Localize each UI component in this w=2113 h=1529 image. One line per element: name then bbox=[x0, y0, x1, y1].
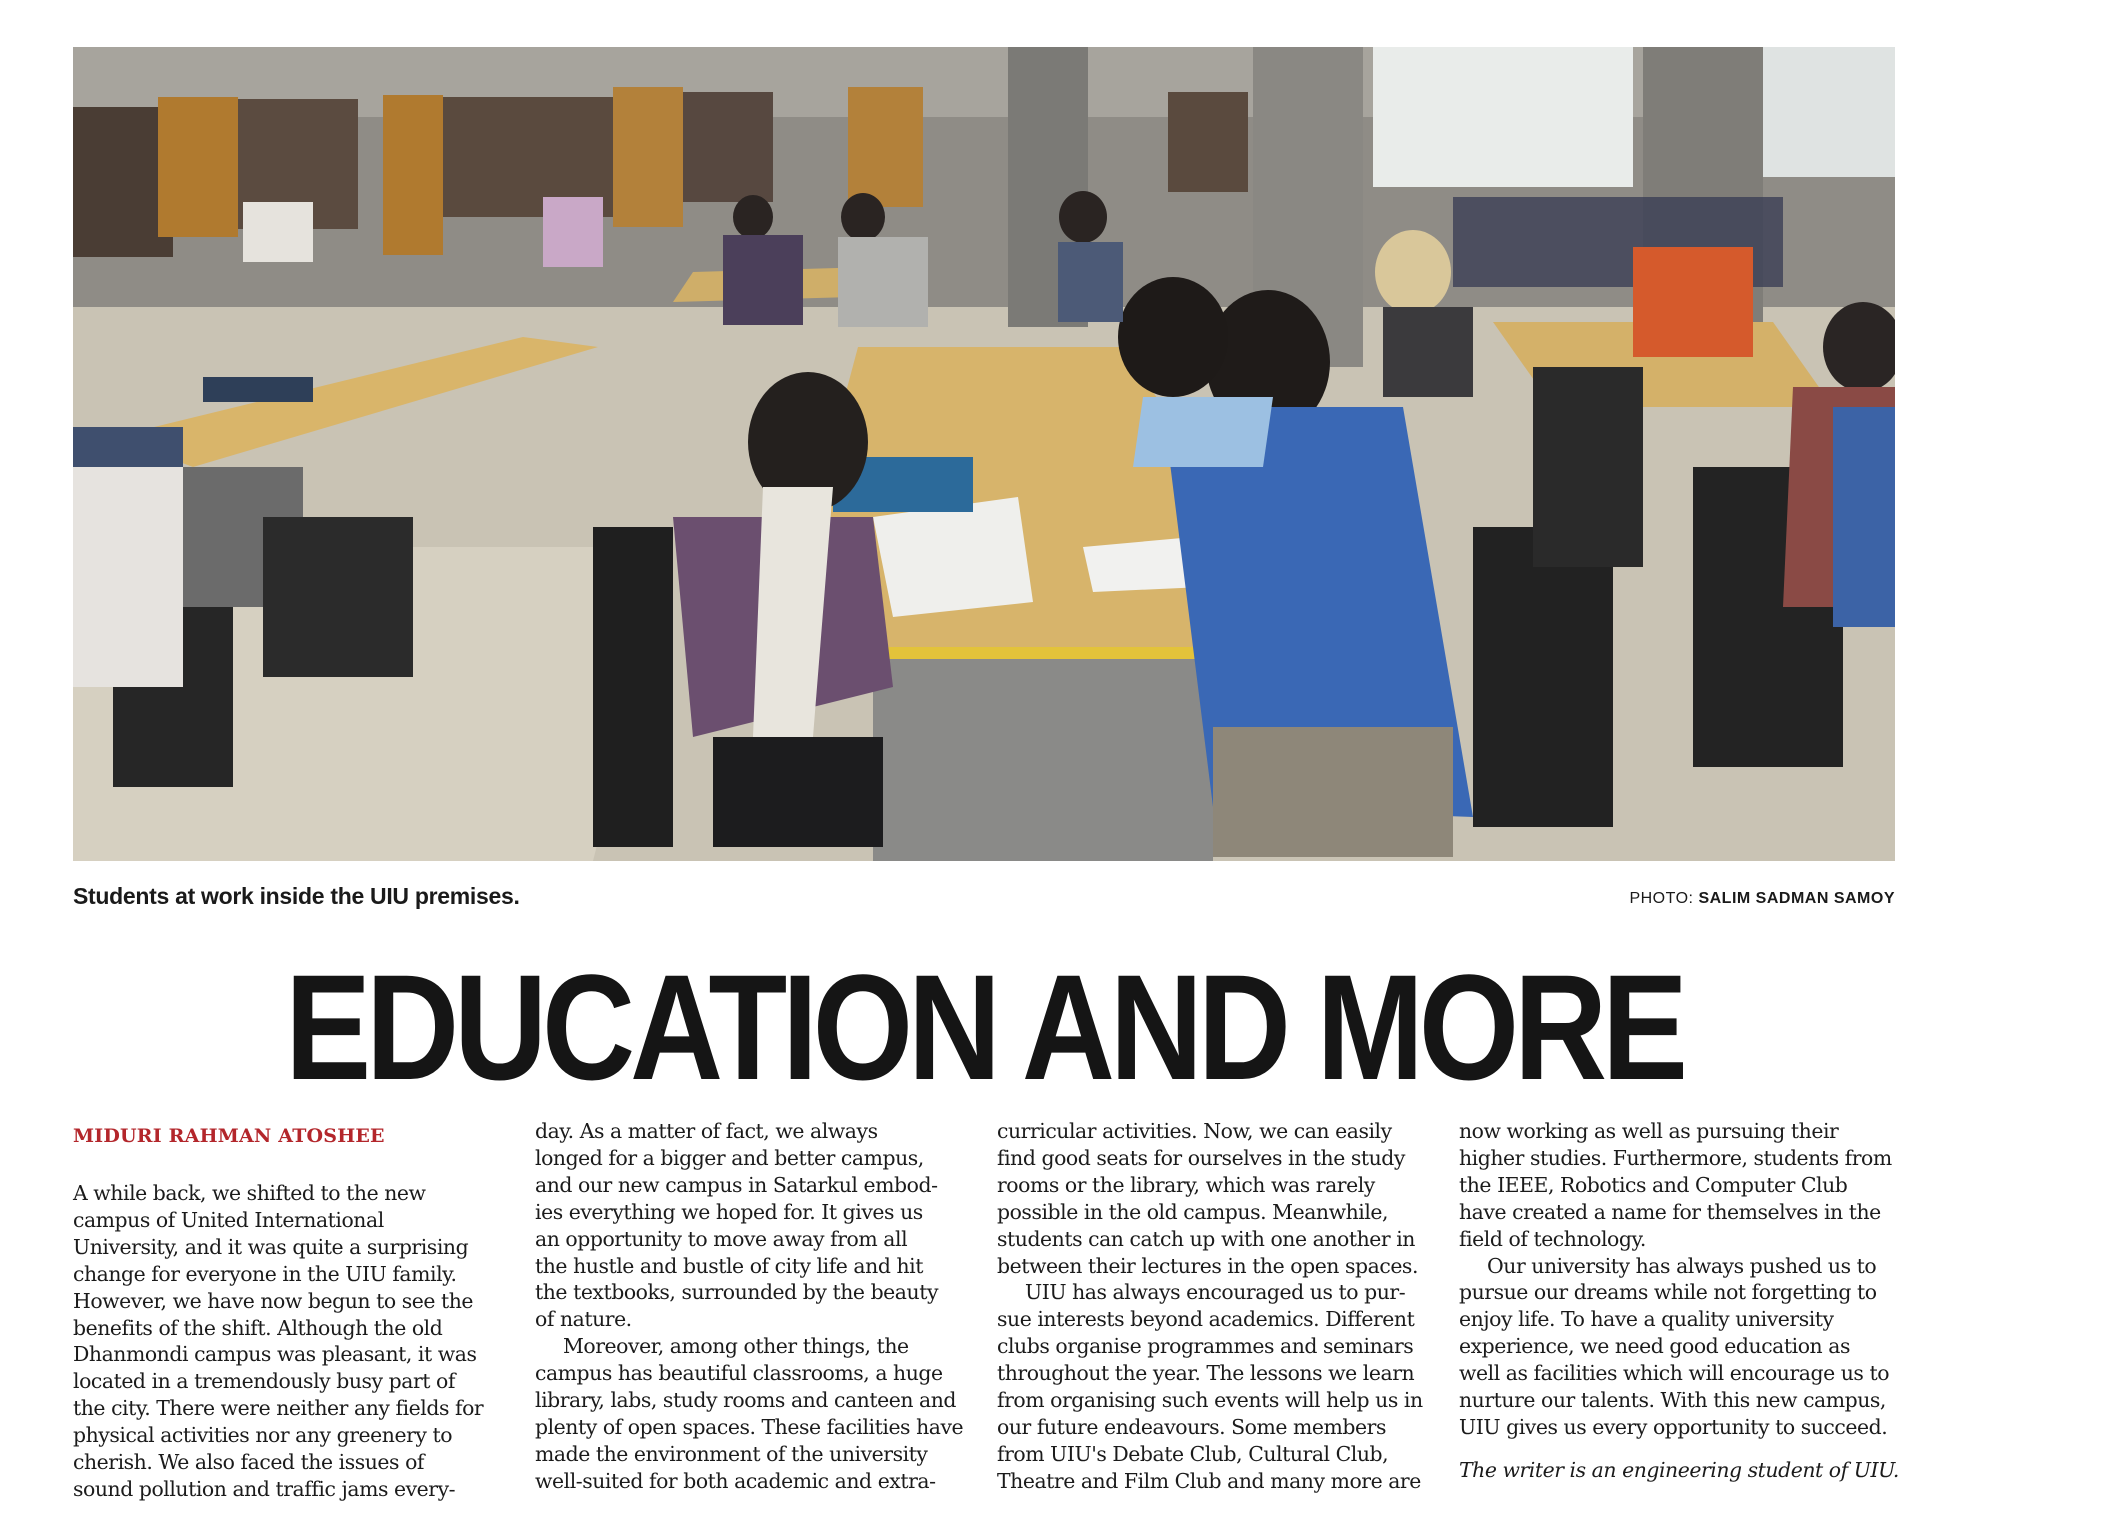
text-line: students can catch up with one another in bbox=[997, 1226, 1415, 1251]
text-line: UIU has always encouraged us to pur- bbox=[1025, 1280, 1406, 1305]
photo-credit bbox=[1629, 890, 1895, 908]
text-line: plenty of open spaces. These facilities have bbox=[535, 1414, 964, 1439]
text-line: UIU gives us every opportunity to succeed. bbox=[1459, 1414, 1888, 1439]
photo-caption: Students at work inside the UIU premises. bbox=[73, 883, 520, 909]
text-line: library, labs, study rooms and canteen and bbox=[535, 1388, 957, 1413]
text-line: find good seats for ourselves in the study bbox=[997, 1145, 1405, 1170]
text-line: possible in the old campus. Meanwhile, bbox=[997, 1199, 1389, 1224]
article-photo bbox=[73, 47, 1895, 861]
text-line: the city. There were neither any fields for bbox=[73, 1396, 484, 1421]
text-line: have created a name for themselves in the bbox=[1459, 1199, 1881, 1224]
text-line: longed for a bigger and better campus, bbox=[535, 1145, 924, 1170]
text-line: well-suited for both academic and extra- bbox=[535, 1468, 936, 1493]
text-line: well as facilities which will encourage us to bbox=[1459, 1361, 1890, 1386]
text-line: from UIU's Debate Club, Cultural Club, bbox=[997, 1441, 1389, 1466]
text-line: Theatre and Film Club and many more are bbox=[997, 1468, 1421, 1493]
text-line: Moreover, among other things, the bbox=[563, 1334, 909, 1359]
text-line: of nature. bbox=[535, 1307, 632, 1332]
text-line: nurture our talents. With this new campus, bbox=[1459, 1388, 1886, 1413]
text-line: campus of United International bbox=[73, 1207, 384, 1232]
text-line: physical activities nor any greenery to bbox=[73, 1423, 453, 1448]
text-line: located in a tremendously busy part of bbox=[73, 1369, 455, 1394]
text-line: throughout the year. The lessons we learn bbox=[997, 1361, 1415, 1386]
text-line: University, and it was quite a surprising bbox=[73, 1234, 469, 1259]
text-line: between their lectures in the open spaces. bbox=[997, 1253, 1418, 1278]
text-line: now working as well as pursuing their bbox=[1459, 1119, 1839, 1143]
library-photo-illustration bbox=[73, 47, 1895, 861]
text-line: the textbooks, surrounded by the beauty bbox=[535, 1280, 939, 1305]
photo-credit-label: PHOTO: bbox=[1629, 890, 1694, 907]
author-byline: MIDURI RAHMAN ATOSHEE bbox=[73, 1125, 385, 1147]
text-line: However, we have now begun to see the bbox=[73, 1288, 474, 1313]
text-line: sue interests beyond academics. Different bbox=[997, 1307, 1415, 1332]
text-line: sound pollution and traffic jams every- bbox=[73, 1476, 456, 1501]
text-line: day. As a matter of fact, we always bbox=[535, 1119, 878, 1143]
text-line: and our new campus in Satarkul embod- bbox=[535, 1172, 938, 1197]
text-line: an opportunity to move away from all bbox=[535, 1226, 908, 1251]
text-line: curricular activities. Now, we can easily bbox=[997, 1119, 1392, 1143]
photo-credit-name: SALIM SADMAN SAMOY bbox=[1698, 890, 1895, 907]
article-body bbox=[73, 1118, 1899, 1501]
text-line: Dhanmondi campus was pleasant, it was bbox=[73, 1342, 477, 1367]
text-line: benefits of the shift. Although the old bbox=[73, 1315, 443, 1340]
text-line: change for everyone in the UIU family. bbox=[73, 1261, 457, 1286]
text-line: our future endeavours. Some members bbox=[997, 1414, 1386, 1439]
text-line: campus has beautiful classrooms, a huge bbox=[535, 1361, 943, 1386]
text-line: rooms or the library, which was rarely bbox=[997, 1172, 1375, 1197]
text-line: the IEEE, Robotics and Computer Club bbox=[1459, 1172, 1848, 1197]
article-column-1 bbox=[73, 1118, 513, 1503]
article-headline: EDUCATION AND MORE bbox=[285, 943, 1683, 1111]
text-line: Our university has always pushed us to bbox=[1487, 1253, 1877, 1278]
article-column-2 bbox=[535, 1118, 975, 1495]
writer-note: The writer is an engineering student of UIU. bbox=[1459, 1457, 1899, 1482]
text-line: from organising such events will help us in bbox=[997, 1388, 1423, 1413]
text-line: ies everything we hoped for. It gives us bbox=[535, 1199, 923, 1224]
article-column-3 bbox=[997, 1118, 1437, 1495]
text-line: enjoy life. To have a quality university bbox=[1459, 1307, 1834, 1332]
text-line: made the environment of the university bbox=[535, 1441, 928, 1466]
text-line: A while back, we shifted to the new bbox=[73, 1181, 426, 1205]
text-line: field of technology. bbox=[1459, 1226, 1646, 1251]
text-line: the hustle and bustle of city life and hit bbox=[535, 1253, 923, 1278]
text-line: cherish. We also faced the issues of bbox=[73, 1450, 425, 1475]
text-line: experience, we need good education as bbox=[1459, 1334, 1850, 1359]
text-line: pursue our dreams while not forgetting to bbox=[1459, 1280, 1877, 1305]
article-column-4 bbox=[1459, 1118, 1899, 1484]
text-line: higher studies. Furthermore, students from bbox=[1459, 1145, 1892, 1170]
text-line: clubs organise programmes and seminars bbox=[997, 1334, 1414, 1359]
